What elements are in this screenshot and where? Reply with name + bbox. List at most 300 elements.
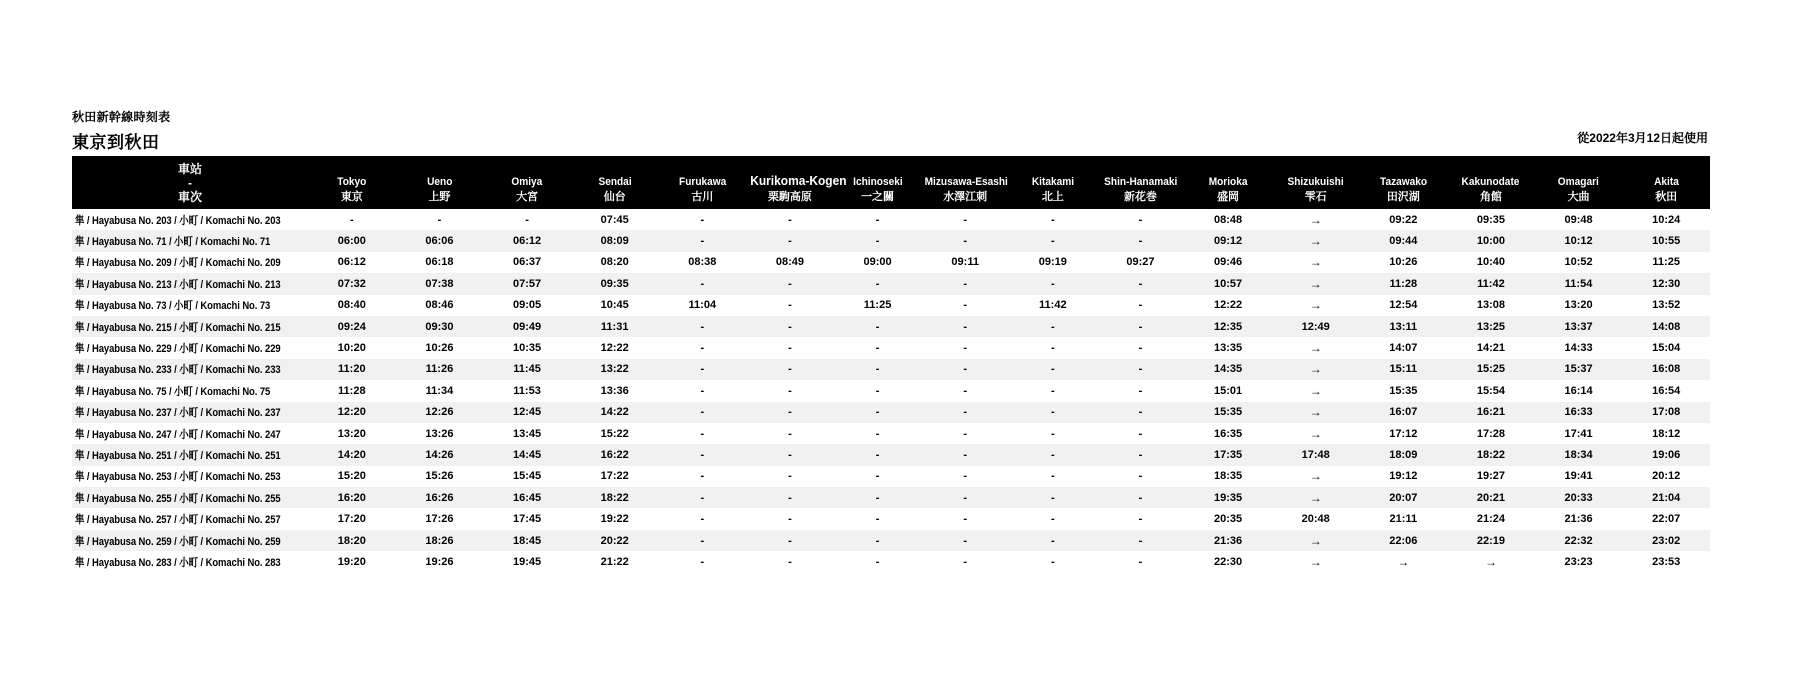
station-header-sendai <box>571 156 659 209</box>
station-name-zh: 雫石 <box>1304 191 1327 203</box>
station-name-zh: 角館 <box>1479 191 1502 203</box>
station-name-en: Mizusawa-Esashi <box>924 176 1009 188</box>
time-cell: - <box>1138 406 1143 419</box>
train-row <box>72 359 1710 380</box>
time-cell: - <box>1138 213 1143 226</box>
time-cell: - <box>788 427 792 440</box>
time-cell: 11:20 <box>338 363 366 376</box>
time-cell: 23:53 <box>1652 555 1681 568</box>
time-cell: 12:35 <box>1213 320 1243 333</box>
time-cell: 11:04 <box>688 299 717 312</box>
time-cell: 19:26 <box>425 555 454 568</box>
time-cell: 13:36 <box>600 384 629 397</box>
pass-through-arrow: → <box>1309 276 1322 291</box>
time-cell: 08:48 <box>1213 213 1243 226</box>
time-cell: 16:35 <box>1213 427 1243 440</box>
time-cell: 11:28 <box>338 384 366 397</box>
time-cell: 07:38 <box>425 277 454 290</box>
time-cell: 17:35 <box>1213 448 1243 461</box>
time-cell: - <box>437 213 442 226</box>
time-cell: 07:45 <box>600 213 629 226</box>
time-cell: - <box>963 406 968 419</box>
time-cell: - <box>700 448 705 461</box>
station-header-shizukuishi <box>1272 156 1360 209</box>
train-row <box>72 551 1710 572</box>
time-cell: 19:41 <box>1564 470 1593 483</box>
station-name-zh: 秋田 <box>1655 191 1678 203</box>
time-cell: 09:05 <box>512 299 542 312</box>
train-row <box>72 209 1710 230</box>
time-cell: 15:25 <box>1476 363 1505 376</box>
time-cell: 22:30 <box>1213 555 1243 568</box>
time-cell: - <box>1138 342 1143 355</box>
time-cell: 11:42 <box>1477 277 1505 290</box>
time-cell: - <box>1138 320 1143 333</box>
time-cell: 06:37 <box>512 256 542 269</box>
time-cell: - <box>875 448 880 461</box>
corner-label-line: - <box>188 175 192 190</box>
time-cell: - <box>875 427 880 440</box>
time-cell: - <box>1050 384 1055 397</box>
train-label-cell <box>72 252 308 273</box>
train-label-cell <box>72 487 308 508</box>
time-cell: 12:45 <box>512 406 542 419</box>
time-cell: - <box>788 406 792 419</box>
time-cell: - <box>700 342 705 355</box>
train-row <box>72 444 1710 465</box>
time-cell: - <box>788 555 792 568</box>
document-title: 秋田新幹線時刻表 <box>72 110 171 124</box>
station-name-en: Sendai <box>598 176 632 188</box>
time-cell: - <box>875 235 880 248</box>
time-cell: - <box>1050 427 1055 440</box>
station-header-row <box>72 156 1710 209</box>
train-row <box>72 273 1710 294</box>
station-name-zh: 田沢湖 <box>1386 191 1420 203</box>
route-title: 東京到秋田 <box>72 133 160 152</box>
station-name-en: Omagari <box>1558 176 1600 188</box>
time-cell: - <box>963 448 968 461</box>
time-cell: 16:54 <box>1652 384 1681 397</box>
time-cell: 13:35 <box>1213 342 1243 355</box>
time-cell: 16:21 <box>1476 406 1505 419</box>
time-cell: 12:22 <box>600 342 629 355</box>
time-cell: 15:22 <box>600 427 629 440</box>
time-cell: 17:41 <box>1564 427 1593 440</box>
station-header-furukawa <box>659 156 747 209</box>
time-cell: 23:02 <box>1652 534 1681 547</box>
time-cell: 16:22 <box>600 448 629 461</box>
time-cell: 13:20 <box>337 427 366 440</box>
train-row <box>72 466 1710 487</box>
time-cell: - <box>788 299 792 312</box>
effective-date-note: 從2022年3月12日起使用 <box>1577 131 1708 145</box>
time-cell: 18:22 <box>600 491 629 504</box>
time-cell: 22:32 <box>1564 534 1593 547</box>
time-cell: 20:07 <box>1389 491 1418 504</box>
time-cell: 10:26 <box>425 342 454 355</box>
timetable-header <box>72 156 1710 209</box>
time-cell: 13:52 <box>1652 299 1681 312</box>
time-cell: 07:32 <box>337 277 366 290</box>
time-cell: - <box>700 470 705 483</box>
time-cell: - <box>700 555 705 568</box>
train-row <box>72 230 1710 251</box>
pass-through-arrow: → <box>1309 469 1322 484</box>
time-cell: 09:48 <box>1564 213 1593 226</box>
time-cell: 21:24 <box>1476 513 1505 526</box>
time-cell: 10:24 <box>1652 213 1681 226</box>
time-cell: 13:22 <box>600 363 629 376</box>
time-cell: - <box>1050 363 1055 376</box>
time-cell: - <box>788 534 792 547</box>
time-cell: 22:19 <box>1476 534 1505 547</box>
time-cell: - <box>1050 513 1055 526</box>
time-cell: - <box>788 277 792 290</box>
time-cell: 13:37 <box>1564 320 1593 333</box>
train-row <box>72 508 1710 529</box>
time-cell: 13:20 <box>1564 299 1593 312</box>
time-cell: - <box>1050 213 1055 226</box>
time-cell: 15:20 <box>337 470 366 483</box>
time-cell: 06:00 <box>337 235 366 248</box>
station-name-en: Tokyo <box>337 176 367 188</box>
time-cell: - <box>875 277 880 290</box>
time-cell: - <box>875 320 880 333</box>
time-cell: 11:26 <box>425 363 454 376</box>
time-cell: 15:35 <box>1213 406 1243 419</box>
train-row <box>72 402 1710 423</box>
time-cell: - <box>788 235 792 248</box>
pass-through-arrow: → <box>1309 426 1322 441</box>
time-cell: 13:08 <box>1476 299 1505 312</box>
time-cell: - <box>788 363 792 376</box>
station-name-en: Omiya <box>511 176 543 188</box>
train-label: 隼 / Hayabusa No. 71 / 小町 / Komachi No. 71 <box>75 236 271 249</box>
train-row <box>72 316 1710 337</box>
timetable-document <box>72 108 1710 573</box>
time-cell: 14:07 <box>1389 342 1418 355</box>
station-name-en: Shin-Hanamaki <box>1103 176 1177 188</box>
train-label-cell <box>72 337 308 358</box>
station-name-en: Furukawa <box>678 176 726 188</box>
time-cell: 09:19 <box>1038 256 1067 269</box>
time-cell: - <box>1050 491 1055 504</box>
time-cell: 14:33 <box>1564 342 1593 355</box>
time-cell: - <box>963 213 968 226</box>
pass-through-arrow: → <box>1309 383 1322 398</box>
train-label-cell <box>72 295 308 316</box>
time-cell: 12:22 <box>1213 299 1243 312</box>
time-cell: - <box>1050 448 1055 461</box>
time-cell: 11:45 <box>513 363 541 376</box>
time-cell: - <box>875 555 880 568</box>
train-label-cell <box>72 530 308 551</box>
pass-through-arrow: → <box>1309 490 1322 505</box>
train-label-cell <box>72 359 308 380</box>
time-cell: 10:40 <box>1476 256 1505 269</box>
time-cell: - <box>700 427 705 440</box>
pass-through-arrow: → <box>1309 554 1322 569</box>
time-cell: 17:12 <box>1389 427 1418 440</box>
time-cell: 09:30 <box>425 320 454 333</box>
time-cell: 09:24 <box>337 320 366 333</box>
time-cell: 17:20 <box>337 513 366 526</box>
time-cell: 06:06 <box>425 235 454 248</box>
station-header-ichinoseki <box>834 156 922 209</box>
pass-through-arrow: → <box>1309 362 1322 377</box>
time-cell: 21:22 <box>600 555 629 568</box>
train-label: 隼 / Hayabusa No. 73 / 小町 / Komachi No. 73 <box>75 300 271 313</box>
time-cell: 17:48 <box>1301 448 1330 461</box>
time-cell: - <box>700 213 705 226</box>
train-row <box>72 423 1710 444</box>
time-cell: 19:22 <box>600 513 629 526</box>
train-row <box>72 337 1710 358</box>
train-label: 隼 / Hayabusa No. 255 / 小町 / Komachi No. 255 <box>75 492 281 505</box>
time-cell: - <box>1138 235 1143 248</box>
time-cell: - <box>700 513 705 526</box>
time-cell: 10:57 <box>1213 277 1243 290</box>
train-label: 隼 / Hayabusa No. 253 / 小町 / Komachi No. 253 <box>75 471 281 484</box>
station-header-kakunodate <box>1447 156 1535 209</box>
station-name-zh: 東京 <box>340 191 363 203</box>
station-header-akita <box>1622 156 1710 209</box>
time-cell: - <box>1138 555 1143 568</box>
train-label: 隼 / Hayabusa No. 257 / 小町 / Komachi No. 257 <box>75 514 281 527</box>
time-cell: - <box>875 513 880 526</box>
time-cell: - <box>1138 491 1143 504</box>
pass-through-arrow: → <box>1309 298 1322 313</box>
train-label-cell <box>72 380 308 401</box>
time-cell: - <box>700 235 705 248</box>
time-cell: - <box>963 299 968 312</box>
time-cell: 16:26 <box>425 491 454 504</box>
train-label: 隼 / Hayabusa No. 75 / 小町 / Komachi No. 75 <box>75 385 271 398</box>
time-cell: - <box>875 406 880 419</box>
train-label: 隼 / Hayabusa No. 283 / 小町 / Komachi No. 283 <box>75 556 281 569</box>
time-cell: 23:23 <box>1564 555 1593 568</box>
train-label: 隼 / Hayabusa No. 259 / 小町 / Komachi No. 259 <box>75 535 281 548</box>
time-cell: 15:26 <box>425 470 454 483</box>
time-cell: 16:14 <box>1564 384 1593 397</box>
station-name-en: Ichinoseki <box>852 176 903 188</box>
time-cell: 06:12 <box>337 256 366 269</box>
time-cell: 06:12 <box>512 235 542 248</box>
time-cell: 12:54 <box>1389 299 1418 312</box>
train-label-cell <box>72 273 308 294</box>
time-cell: - <box>875 470 880 483</box>
time-cell: - <box>788 320 792 333</box>
time-cell: 08:09 <box>600 235 629 248</box>
time-cell: - <box>1050 470 1055 483</box>
time-cell: 13:11 <box>1389 320 1418 333</box>
time-cell: - <box>1050 534 1055 547</box>
pass-through-arrow: → <box>1309 405 1322 420</box>
time-cell: 15:45 <box>512 470 542 483</box>
pass-through-arrow: → <box>1309 341 1322 356</box>
station-name-en: Kitakami <box>1031 176 1074 188</box>
time-cell: 14:26 <box>425 448 454 461</box>
time-cell: - <box>963 277 968 290</box>
train-label-cell <box>72 508 308 529</box>
station-name-zh: 新花巻 <box>1123 191 1157 203</box>
train-label: 隼 / Hayabusa No. 251 / 小町 / Komachi No. 251 <box>75 449 281 462</box>
time-cell: - <box>788 470 792 483</box>
time-cell: 21:36 <box>1213 534 1243 547</box>
time-cell: - <box>1050 277 1055 290</box>
station-header-kitakami <box>1009 156 1097 209</box>
time-cell: 22:07 <box>1652 513 1681 526</box>
pass-through-arrow: → <box>1309 212 1322 227</box>
time-cell: 11:42 <box>1039 299 1067 312</box>
time-cell: - <box>1138 470 1143 483</box>
time-cell: 14:08 <box>1652 320 1681 333</box>
time-cell: - <box>788 342 792 355</box>
station-name-zh: 水澤江刺 <box>943 191 988 203</box>
time-cell: 10:20 <box>337 342 366 355</box>
station-name-en: Morioka <box>1208 176 1248 188</box>
time-cell: - <box>788 448 792 461</box>
time-cell: 17:08 <box>1652 406 1681 419</box>
time-cell: 18:26 <box>425 534 454 547</box>
time-cell: 11:34 <box>425 384 454 397</box>
time-cell: - <box>963 555 968 568</box>
train-row <box>72 487 1710 508</box>
time-cell: - <box>875 384 880 397</box>
time-cell: - <box>963 342 968 355</box>
time-cell: 09:00 <box>863 256 892 269</box>
time-cell: 18:34 <box>1564 448 1593 461</box>
time-cell: - <box>349 213 354 226</box>
train-label-cell <box>72 423 308 444</box>
time-cell: - <box>963 470 968 483</box>
time-cell: 13:25 <box>1476 320 1505 333</box>
timetable <box>72 156 1710 573</box>
time-cell: 08:46 <box>425 299 454 312</box>
time-cell: 13:45 <box>512 427 542 440</box>
time-cell: 17:26 <box>425 513 454 526</box>
train-row <box>72 380 1710 401</box>
time-cell: 15:54 <box>1476 384 1505 397</box>
time-cell: - <box>1138 277 1143 290</box>
station-name-zh: 大曲 <box>1567 191 1590 203</box>
time-cell: 16:33 <box>1564 406 1593 419</box>
time-cell: 08:40 <box>337 299 366 312</box>
station-name-zh: 北上 <box>1041 191 1064 203</box>
pass-through-arrow: → <box>1309 255 1322 270</box>
time-cell: 14:45 <box>512 448 542 461</box>
train-label: 隼 / Hayabusa No. 229 / 小町 / Komachi No. 229 <box>75 343 281 356</box>
time-cell: - <box>963 427 968 440</box>
time-cell: 09:35 <box>600 277 629 290</box>
time-cell: 11:53 <box>513 384 541 397</box>
time-cell: 20:12 <box>1652 470 1681 483</box>
time-cell: 20:21 <box>1476 491 1505 504</box>
time-cell: 17:22 <box>600 470 629 483</box>
time-cell: 10:26 <box>1389 256 1418 269</box>
time-cell: 10:45 <box>600 299 629 312</box>
train-label: 隼 / Hayabusa No. 215 / 小町 / Komachi No. 215 <box>75 321 281 334</box>
time-cell: 12:26 <box>425 406 454 419</box>
time-cell: 09:49 <box>512 320 542 333</box>
station-name-zh: 大宮 <box>516 191 539 203</box>
time-cell: 18:09 <box>1389 448 1418 461</box>
time-cell: 19:45 <box>512 555 542 568</box>
time-cell: 18:45 <box>512 534 542 547</box>
time-cell: - <box>963 235 968 248</box>
time-cell: - <box>963 320 968 333</box>
time-cell: 08:38 <box>688 256 717 269</box>
time-cell: - <box>700 320 705 333</box>
station-header-morioka <box>1184 156 1272 209</box>
time-cell: 19:35 <box>1213 491 1243 504</box>
time-cell: 07:57 <box>512 277 542 290</box>
time-cell: 18:20 <box>337 534 366 547</box>
pass-through-arrow: → <box>1484 554 1497 569</box>
time-cell: 10:55 <box>1652 235 1681 248</box>
time-cell: 18:35 <box>1213 470 1243 483</box>
time-cell: - <box>788 513 792 526</box>
time-cell: 20:33 <box>1564 491 1593 504</box>
time-cell: 09:11 <box>951 256 979 269</box>
corner-label-line: 車站 <box>177 161 202 176</box>
time-cell: 10:12 <box>1564 235 1593 248</box>
station-train-corner-cell <box>72 156 308 209</box>
station-name-en: Kurikoma-Kogen <box>750 173 847 188</box>
train-label-cell <box>72 551 308 572</box>
time-cell: 09:46 <box>1213 256 1243 269</box>
time-cell: 19:20 <box>337 555 366 568</box>
train-label: 隼 / Hayabusa No. 209 / 小町 / Komachi No. 209 <box>75 257 281 270</box>
time-cell: 10:35 <box>512 342 542 355</box>
time-cell: - <box>700 277 705 290</box>
station-header-omagari <box>1535 156 1623 209</box>
station-name-en: Ueno <box>426 176 453 188</box>
time-cell: 12:49 <box>1301 320 1330 333</box>
train-label: 隼 / Hayabusa No. 237 / 小町 / Komachi No. 237 <box>75 407 281 420</box>
time-cell: 22:06 <box>1389 534 1418 547</box>
pass-through-arrow: → <box>1397 554 1410 569</box>
time-cell: - <box>1138 513 1143 526</box>
timetable-body <box>72 209 1710 573</box>
time-cell: 18:12 <box>1652 427 1681 440</box>
time-cell: 09:27 <box>1126 256 1155 269</box>
time-cell: - <box>1138 427 1143 440</box>
train-label: 隼 / Hayabusa No. 233 / 小町 / Komachi No. 233 <box>75 364 281 377</box>
time-cell: - <box>700 534 705 547</box>
train-row <box>72 252 1710 273</box>
station-name-zh: 上野 <box>428 191 451 203</box>
time-cell: 19:06 <box>1652 448 1681 461</box>
time-cell: - <box>1138 448 1143 461</box>
time-cell: - <box>788 491 792 504</box>
station-header-omiya <box>483 156 571 209</box>
station-header-ueno <box>396 156 484 209</box>
station-name-zh: 盛岡 <box>1217 191 1240 203</box>
time-cell: 06:18 <box>425 256 454 269</box>
time-cell: 21:11 <box>1389 513 1418 526</box>
time-cell: - <box>700 491 705 504</box>
time-cell: - <box>700 384 705 397</box>
time-cell: 09:35 <box>1476 213 1505 226</box>
time-cell: 15:35 <box>1389 384 1418 397</box>
train-label-cell <box>72 466 308 487</box>
time-cell: 13:26 <box>425 427 454 440</box>
time-cell: - <box>963 534 968 547</box>
time-cell: 21:36 <box>1564 513 1593 526</box>
time-cell: 19:27 <box>1476 470 1505 483</box>
